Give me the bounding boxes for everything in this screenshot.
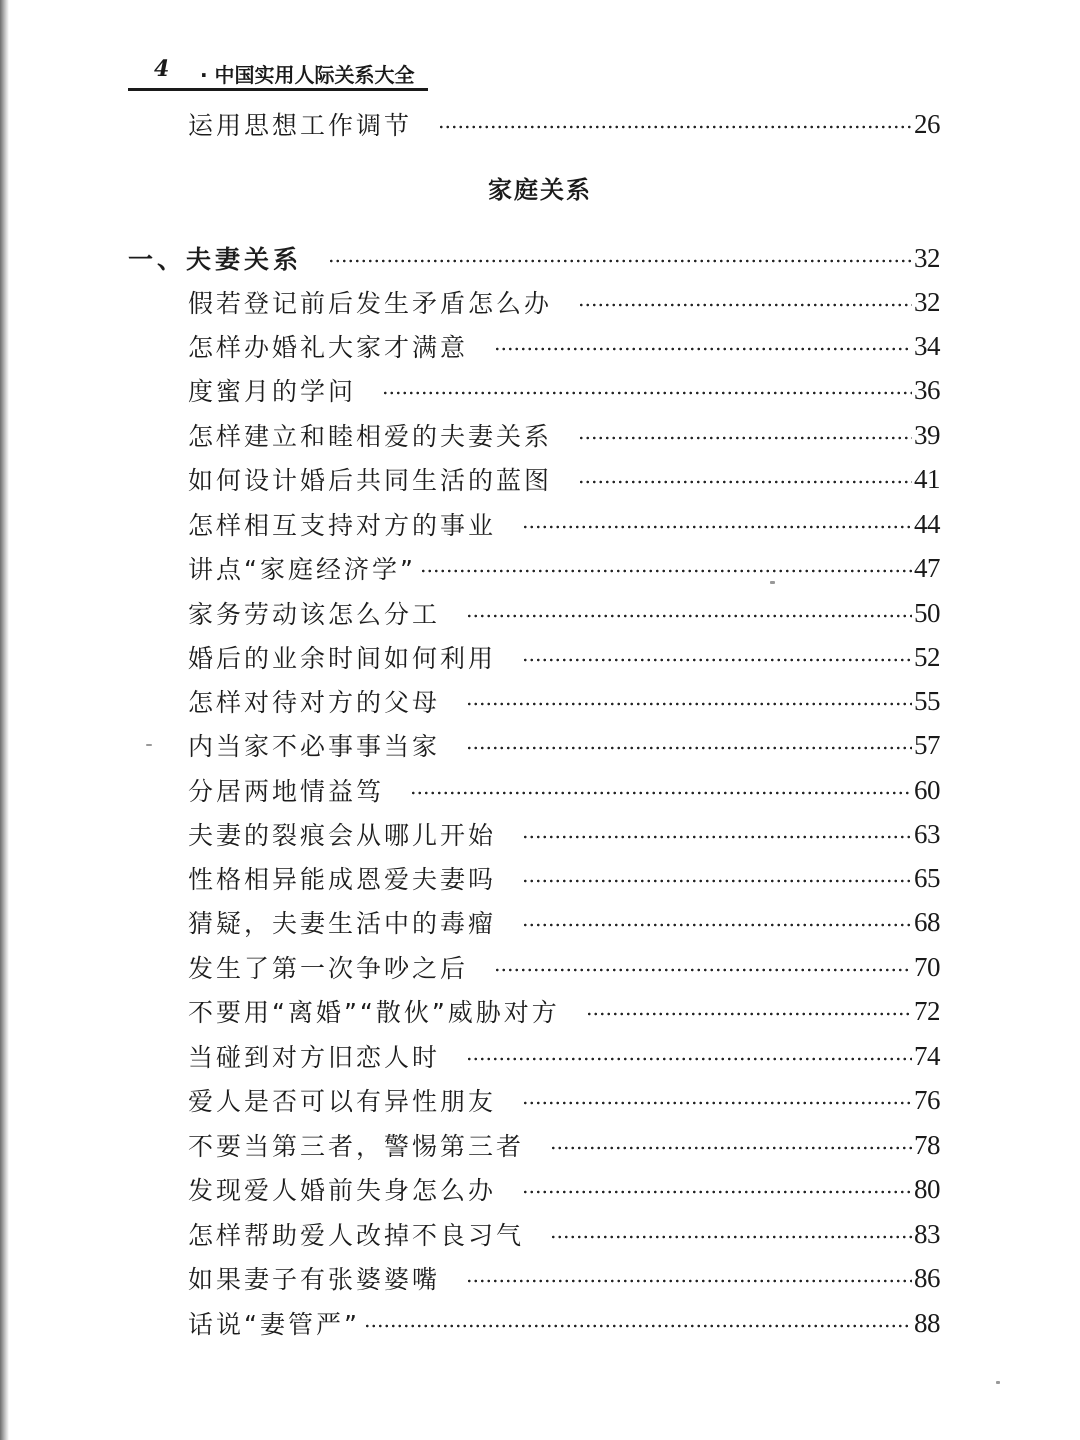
dot-leader	[466, 614, 912, 618]
dot-leader	[438, 125, 912, 129]
toc-entry	[188, 1258, 940, 1298]
toc-entry-page: 63	[914, 818, 940, 849]
toc-entry-page: 65	[914, 862, 940, 893]
toc-entry-title: 怎样对待对方的父母	[188, 688, 441, 717]
dot-leader	[522, 879, 912, 883]
toc-entry-title: 夫妻的裂痕会从哪儿开始	[188, 821, 497, 850]
dot-leader	[522, 1190, 912, 1194]
toc-entry-title: 假若登记前后发生矛盾怎么办	[188, 289, 553, 318]
dot-leader	[410, 791, 912, 795]
toc-entry-title: 家务劳动该怎么分工	[188, 600, 441, 629]
toc-entry	[188, 1169, 940, 1209]
toc-entry	[188, 548, 940, 588]
toc-entry	[188, 814, 940, 854]
toc-entry-title: 如何设计婚后共同生活的蓝图	[188, 466, 553, 495]
dot-leader	[522, 525, 912, 529]
toc-entry-title: 分居两地情益笃	[188, 777, 385, 806]
toc-chapter-title: 一、夫妻关系	[128, 245, 303, 274]
dot-leader	[494, 347, 912, 351]
toc-entry	[188, 858, 940, 898]
toc-entry-title: 讲点“家庭经济学”	[188, 555, 416, 584]
toc-entry	[188, 282, 940, 322]
toc-chapter-entry	[128, 238, 940, 278]
dot-leader	[550, 1146, 912, 1150]
dot-leader	[522, 1101, 912, 1105]
toc-entry	[188, 459, 940, 499]
toc-entry	[188, 681, 940, 721]
toc-entry	[188, 947, 940, 987]
toc-entry-page: 36	[914, 374, 940, 405]
section-heading: 家庭关系	[488, 176, 592, 204]
toc-entry-page: 72	[914, 995, 940, 1026]
toc-entry	[188, 991, 940, 1031]
toc-entry-page: 50	[914, 597, 940, 628]
dot-leader	[586, 1012, 912, 1016]
dot-leader	[420, 569, 912, 573]
toc-entry-page: 44	[914, 508, 940, 539]
toc-entry	[188, 1125, 940, 1165]
page-number: 4	[154, 56, 170, 82]
toc-entry-title: 怎样相互支持对方的事业	[188, 511, 497, 540]
toc-entry-title: 不要当第三者，警惕第三者	[188, 1132, 525, 1161]
scan-speck	[770, 581, 775, 584]
scan-speck	[146, 744, 152, 746]
toc-entry-page: 34	[914, 330, 940, 361]
toc-entry	[188, 770, 940, 810]
toc-entry-page: 57	[914, 729, 940, 760]
dot-leader	[466, 746, 912, 750]
toc-entry	[188, 1080, 940, 1120]
toc-entry-page: 55	[914, 685, 940, 716]
dot-leader	[494, 968, 912, 972]
scan-speck	[996, 1381, 1000, 1384]
dot-leader	[328, 259, 912, 263]
dot-leader	[578, 480, 912, 484]
toc-entry-page: 83	[914, 1218, 940, 1249]
toc-entry	[188, 370, 940, 410]
toc-entry	[188, 104, 940, 144]
toc-entry-page: 68	[914, 906, 940, 937]
toc-entry-title: 当碰到对方旧恋人时	[188, 1043, 441, 1072]
toc-entry-page: 39	[914, 419, 940, 450]
toc-entry-page: 76	[914, 1084, 940, 1115]
toc-entry-title: 不要用“离婚”“散伙”威胁对方	[188, 998, 560, 1027]
toc-entry	[188, 637, 940, 677]
toc-entry-page: 32	[914, 286, 940, 317]
dot-leader	[550, 1235, 912, 1239]
toc-entry-page: 41	[914, 463, 940, 494]
toc-entry	[188, 1036, 940, 1076]
toc-entry-title: 发生了第一次争吵之后	[188, 954, 469, 983]
toc-entry-page: 80	[914, 1173, 940, 1204]
toc-entry-title: 内当家不必事事当家	[188, 732, 441, 761]
toc-entry-title: 爱人是否可以有异性朋友	[188, 1087, 497, 1116]
toc-entry-title: 发现爱人婚前失身怎么办	[188, 1176, 497, 1205]
toc-entry	[188, 415, 940, 455]
toc-entry-page: 70	[914, 951, 940, 982]
dot-leader	[578, 303, 912, 307]
dot-leader	[522, 923, 912, 927]
dot-leader	[466, 702, 912, 706]
toc-entry-page: 78	[914, 1129, 940, 1160]
toc-entry	[188, 1303, 940, 1343]
toc-entry-title: 运用思想工作调节	[188, 111, 413, 140]
toc-entry	[188, 504, 940, 544]
toc-entry-page: 60	[914, 774, 940, 805]
book-title: · 中国实用人际关系大全	[200, 63, 415, 87]
toc-entry-title: 性格相异能成恩爱夫妻吗	[188, 865, 497, 894]
toc-entry-title: 婚后的业余时间如何利用	[188, 644, 497, 673]
dot-leader	[364, 1324, 912, 1328]
dot-leader	[522, 658, 912, 662]
dot-leader	[382, 391, 912, 395]
dot-leader	[522, 835, 912, 839]
toc-entry	[188, 725, 940, 765]
toc-entry-title: 话说“妻管严”	[188, 1310, 360, 1339]
toc-entry-page: 47	[914, 552, 940, 583]
toc-chapter-page: 32	[914, 242, 940, 273]
toc-entry-title: 怎样帮助爱人改掉不良习气	[188, 1221, 525, 1250]
toc-entry	[188, 1214, 940, 1254]
toc-entry-page: 52	[914, 641, 940, 672]
toc-entry-title: 怎样建立和睦相爱的夫妻关系	[188, 422, 553, 451]
toc-entry-page: 88	[914, 1307, 940, 1338]
toc-entry	[188, 593, 940, 633]
toc-entry-page: 86	[914, 1262, 940, 1293]
toc-entry-page: 74	[914, 1040, 940, 1071]
toc-entry-title: 怎样办婚礼大家才满意	[188, 333, 469, 362]
toc-entry-page: 26	[914, 108, 940, 139]
toc-entry-title: 度蜜月的学问	[188, 377, 357, 406]
toc-entry-title: 猜疑，夫妻生活中的毒瘤	[188, 909, 497, 938]
dot-leader	[466, 1279, 912, 1283]
toc-entry-title: 如果妻子有张婆婆嘴	[188, 1265, 441, 1294]
dot-leader	[466, 1057, 912, 1061]
dot-leader	[578, 436, 912, 440]
toc-entry	[188, 902, 940, 942]
toc-entry	[188, 326, 940, 366]
